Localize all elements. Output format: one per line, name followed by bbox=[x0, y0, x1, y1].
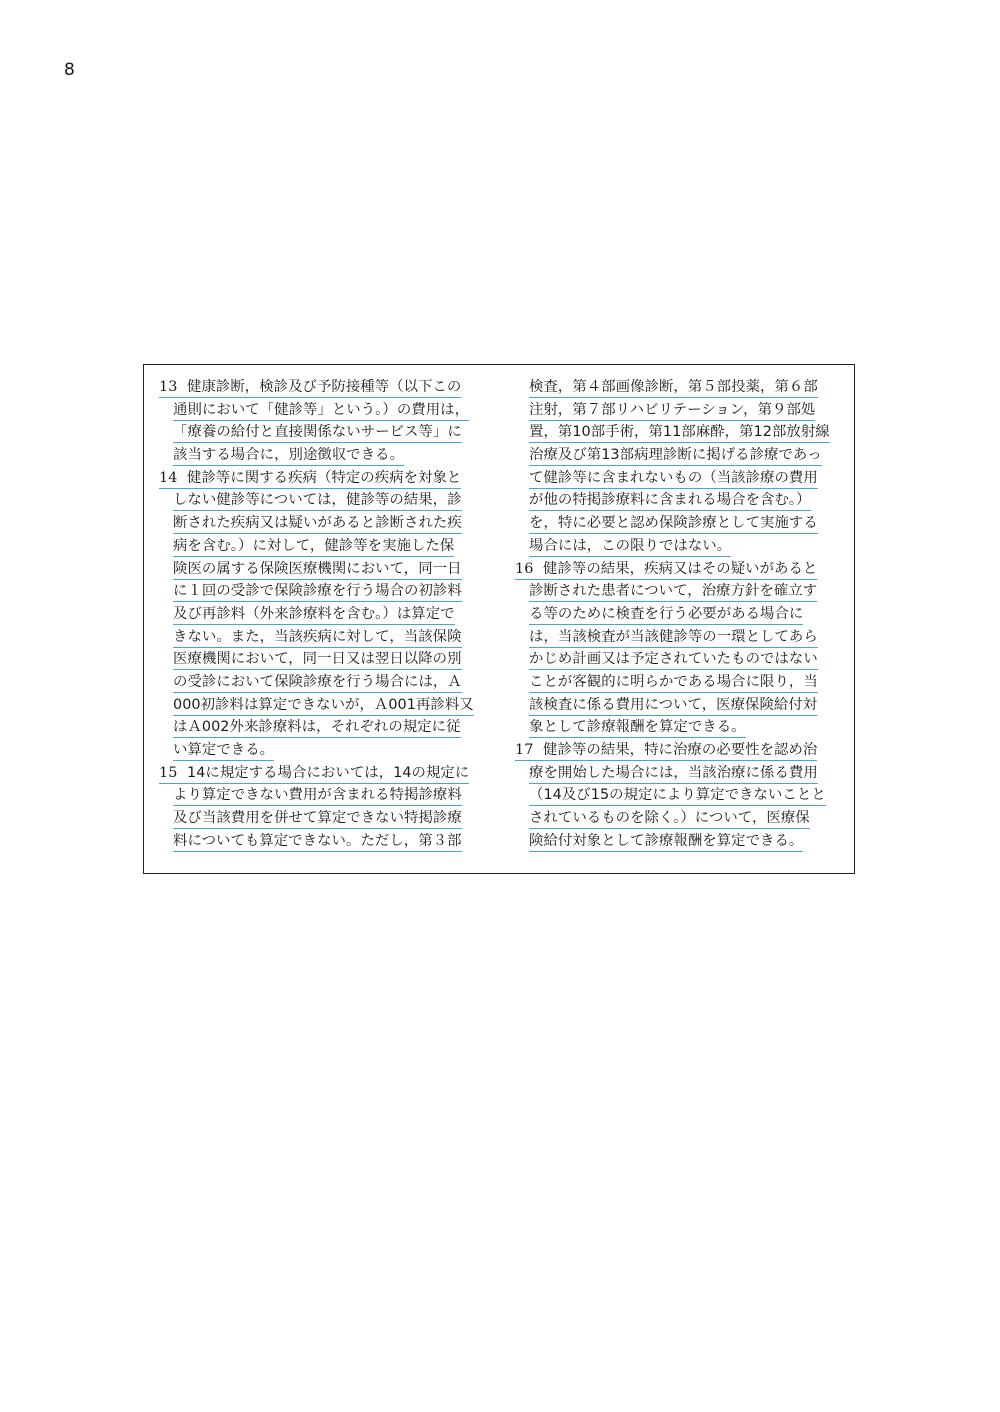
text-line bbox=[159, 513, 487, 536]
clause-number: 16 bbox=[515, 560, 534, 577]
underlined-text bbox=[159, 469, 461, 489]
line-text: を，特に必要と認め保険診療として実施する bbox=[529, 515, 818, 532]
page-number: 8 bbox=[64, 60, 75, 80]
line-text: 険医の属する保険医療機関において，同一日 bbox=[173, 560, 462, 577]
line-text: 置，第10部手術，第11部麻酔，第12部放射線 bbox=[529, 424, 830, 441]
text-line bbox=[159, 649, 487, 672]
text-line bbox=[515, 513, 843, 536]
line-text: 通則において「健診等」という。）の費用は， bbox=[173, 401, 470, 418]
line-text: 料についても算定できない。ただし，第３部 bbox=[173, 832, 462, 849]
line-text: 健康診断，検診及び予防接種等（以下この bbox=[187, 379, 462, 395]
underlined-text bbox=[529, 628, 818, 648]
line-text: 及び再診料（外来診療料を含む。）は算定で bbox=[173, 605, 455, 622]
line-text: る等のために検査を行う必要がある場合に bbox=[529, 605, 804, 622]
text-line bbox=[159, 717, 487, 740]
clause-number: 17 bbox=[515, 742, 534, 758]
line-text: 該当する場合に，別途徴収できる。 bbox=[173, 447, 405, 464]
line-text: て健診等に含まれないもの（当該診療の費用 bbox=[529, 469, 818, 486]
underlined-text bbox=[173, 741, 274, 761]
text-line bbox=[515, 377, 843, 400]
line-text: 険給付対象として診療報酬を算定できる。 bbox=[529, 832, 804, 849]
line-text: ことが客観的に明らかである場合に限り，当 bbox=[529, 673, 818, 690]
text-line bbox=[159, 559, 487, 582]
text-line bbox=[515, 581, 843, 604]
text-line bbox=[159, 468, 487, 491]
text-line bbox=[515, 445, 843, 468]
clause-number: 13 bbox=[159, 379, 178, 395]
underlined-text bbox=[173, 628, 462, 648]
underlined-text bbox=[173, 401, 469, 421]
clause-number: 15 bbox=[159, 764, 178, 781]
rules-box bbox=[143, 364, 855, 874]
text-line bbox=[159, 422, 487, 445]
underlined-text bbox=[529, 832, 803, 852]
underlined-text bbox=[159, 378, 461, 398]
line-text: に１回の受診で保険診療を行う場合の初診料 bbox=[173, 583, 462, 600]
underlined-text bbox=[529, 718, 746, 738]
text-line bbox=[159, 672, 487, 695]
text-line bbox=[515, 672, 843, 695]
underlined-text bbox=[173, 537, 454, 557]
text-line bbox=[159, 445, 487, 468]
line-text: 000初診料は算定できないが，Ａ001再診料又 bbox=[173, 696, 474, 713]
underlined-text bbox=[159, 764, 469, 784]
underlined-text bbox=[529, 537, 731, 557]
text-line bbox=[159, 808, 487, 831]
line-text: 注射，第７部リハビリテーション，第９部処 bbox=[529, 401, 816, 418]
underlined-text bbox=[173, 423, 462, 443]
text-line bbox=[159, 831, 487, 854]
line-text: 療を開始した場合には，当該治療に係る費用 bbox=[529, 764, 818, 781]
underlined-text bbox=[173, 696, 474, 716]
text-line bbox=[515, 649, 843, 672]
underlined-text bbox=[173, 514, 462, 534]
line-text: 治療及び第13部病理診断に掲げる診療であっ bbox=[529, 447, 822, 464]
underlined-text bbox=[529, 650, 818, 670]
line-text: きない。また，当該疾病に対して，当該保険 bbox=[173, 628, 462, 645]
underlined-text bbox=[173, 832, 462, 852]
line-text: 健診等の結果，疾病又はその疑いがあると bbox=[543, 560, 818, 577]
line-text: 及び当該費用を併せて算定できない特掲診療 bbox=[173, 810, 462, 827]
line-text: 医療機関において，同一日又は翌日以降の別 bbox=[173, 651, 462, 668]
underlined-text bbox=[529, 469, 818, 489]
line-text: 健診等に関する疾病（特定の疾病を対象と bbox=[187, 469, 462, 486]
underlined-text bbox=[529, 786, 826, 806]
text-line bbox=[515, 422, 843, 445]
line-text: 14に規定する場合においては，14の規定に bbox=[187, 764, 470, 781]
underlined-text bbox=[529, 514, 818, 534]
underlined-text bbox=[529, 401, 815, 421]
text-line bbox=[515, 763, 843, 786]
line-text: 断された疾病又は疑いがあると診断された疾 bbox=[173, 515, 462, 532]
line-text: かじめ計画又は予定されていたものではない bbox=[529, 651, 818, 668]
underlined-text bbox=[529, 764, 818, 784]
text-line bbox=[515, 808, 843, 831]
line-text: の受診において保険診療を行う場合には，Ａ bbox=[173, 673, 462, 690]
text-line bbox=[515, 695, 843, 718]
underlined-text bbox=[173, 673, 462, 693]
line-text: しない健診等については，健診等の結果，診 bbox=[173, 492, 462, 509]
line-text: 該検査に係る費用について，医療保険給付対 bbox=[529, 696, 818, 713]
clause-number: 14 bbox=[159, 469, 178, 486]
underlined-text bbox=[173, 582, 462, 602]
underlined-text bbox=[529, 696, 817, 716]
text-line bbox=[159, 740, 487, 763]
line-text: が他の特掲診療料に含まれる場合を含む。） bbox=[529, 492, 811, 509]
underlined-text bbox=[529, 582, 817, 602]
text-line bbox=[515, 785, 843, 808]
text-line bbox=[515, 717, 843, 740]
right-column bbox=[515, 377, 843, 853]
underlined-text bbox=[173, 560, 462, 580]
underlined-text bbox=[173, 605, 455, 625]
line-text: 場合には，この限りではない。 bbox=[529, 537, 732, 554]
line-text: 「療養の給付と直接関係ないサービス等」に bbox=[173, 424, 462, 441]
text-line bbox=[515, 740, 843, 763]
underlined-text bbox=[529, 673, 818, 693]
left-column bbox=[159, 377, 487, 853]
line-text: されているものを除く。）について，医療保 bbox=[529, 810, 810, 827]
text-line bbox=[515, 627, 843, 650]
line-text: （14及び15の規定により算定できないことと bbox=[529, 787, 826, 804]
text-line bbox=[515, 536, 843, 559]
underlined-text bbox=[529, 605, 803, 625]
text-line bbox=[159, 763, 487, 786]
text-line bbox=[159, 627, 487, 650]
line-text: より算定できない費用が含まれる特掲診療料 bbox=[173, 787, 462, 804]
text-line bbox=[159, 581, 487, 604]
line-text: 象として診療報酬を算定できる。 bbox=[529, 719, 746, 736]
underlined-text bbox=[529, 491, 811, 511]
underlined-text bbox=[515, 560, 817, 580]
text-line bbox=[515, 400, 843, 423]
underlined-text bbox=[515, 741, 817, 761]
text-line bbox=[159, 490, 487, 513]
underlined-text bbox=[173, 650, 462, 670]
underlined-text bbox=[173, 446, 404, 466]
underlined-text bbox=[529, 378, 818, 398]
text-line bbox=[159, 604, 487, 627]
underlined-text bbox=[173, 718, 461, 738]
underlined-text bbox=[173, 809, 462, 829]
text-line bbox=[515, 831, 843, 854]
text-line bbox=[515, 490, 843, 513]
text-line bbox=[515, 559, 843, 582]
underlined-text bbox=[529, 809, 810, 829]
text-line bbox=[515, 468, 843, 491]
text-line bbox=[159, 785, 487, 808]
line-text: 検査，第４部画像診断，第５部投薬，第６部 bbox=[529, 379, 818, 395]
line-text: 健診等の結果，特に治療の必要性を認め治 bbox=[543, 742, 818, 758]
text-line bbox=[159, 377, 487, 400]
text-line bbox=[515, 604, 843, 627]
underlined-text bbox=[529, 423, 830, 443]
line-text: は，当該検査が当該健診等の一環としてあら bbox=[529, 628, 818, 645]
line-text: い算定できる。 bbox=[173, 742, 275, 758]
text-line bbox=[159, 695, 487, 718]
line-text: 病を含む。）に対して，健診等を実施した保 bbox=[173, 537, 455, 554]
text-line bbox=[159, 536, 487, 559]
line-text: 診断された患者について，治療方針を確立す bbox=[529, 583, 818, 600]
underlined-text bbox=[529, 446, 822, 466]
line-text: はＡ002外来診療料は，それぞれの規定に従 bbox=[173, 719, 461, 736]
underlined-text bbox=[173, 491, 462, 511]
underlined-text bbox=[173, 786, 462, 806]
text-line bbox=[159, 400, 487, 423]
